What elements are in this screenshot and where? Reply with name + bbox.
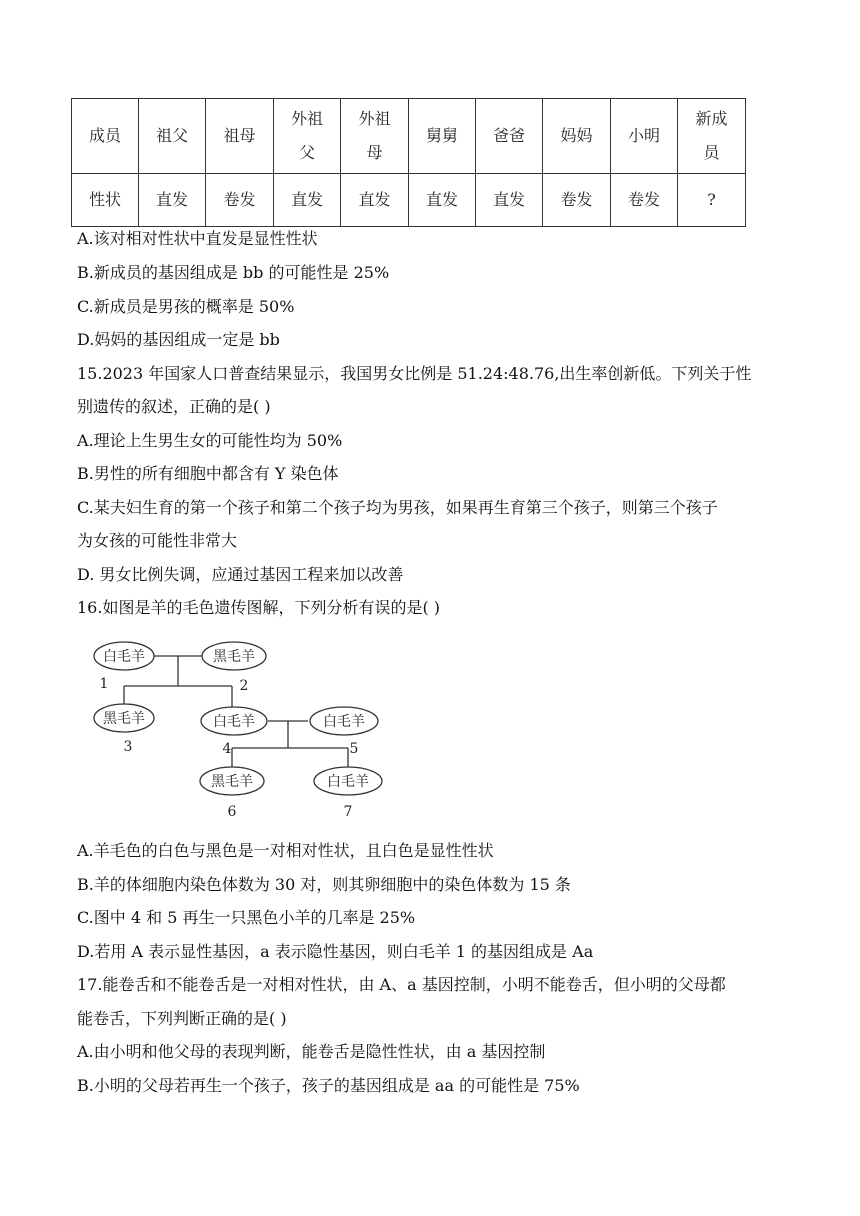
sheep-pedigree-diagram (86, 638, 396, 823)
table-cell: 爸爸 (476, 99, 543, 174)
table-cell: 卷发 (611, 174, 678, 227)
q16-option-c: C.图中 4 和 5 再生一只黑色小羊的几率是 25% (77, 908, 416, 927)
q14-option-d: D.妈妈的基因组成一定是 bb (77, 330, 280, 349)
table-cell: 小明 (611, 99, 678, 174)
pedigree-label-7: 白毛羊 (327, 774, 369, 790)
table-cell: 成员 (72, 99, 139, 174)
q14-option-a: A.该对相对性状中直发是显性性状 (77, 229, 318, 248)
pedigree-number-6: 6 (227, 804, 237, 820)
q15-option-d: D. 男女比例失调，应通过基因工程来加以改善 (77, 565, 404, 584)
q17-option-a: A.由小明和他父母的表现判断，能卷舌是隐性性状，由 a 基因控制 (77, 1042, 546, 1061)
table-cell: 直发 (476, 174, 543, 227)
table-cell: 外祖 母 (341, 99, 409, 174)
q17-stem: 17.能卷舌和不能卷舌是一对相对性状，由 A、a 基因控制，小明不能卷舌，但小明的父母都 (77, 975, 726, 994)
pedigree-number-5: 5 (349, 741, 359, 757)
q15-option-b: B.男性的所有细胞中都含有 Y 染色体 (77, 464, 339, 483)
table-cell: 卷发 (543, 174, 611, 227)
table-cell: 直发 (409, 174, 476, 227)
q15-option-c: C.某夫妇生育的第一个孩子和第二个孩子均为男孩，如果再生育第三个孩子，则第三个孩子 (77, 498, 718, 517)
table-cell: 舅舅 (409, 99, 476, 174)
q16-option-b: B.羊的体细胞内染色体数为 30 对，则其卵细胞中的染色体数为 15 条 (77, 875, 571, 894)
table-cell: 祖母 (206, 99, 274, 174)
table-cell: 卷发 (206, 174, 274, 227)
q14-option-b: B.新成员的基因组成是 bb 的可能性是 25% (77, 263, 390, 282)
pedigree-number-2: 2 (239, 678, 249, 694)
table-cell: 新成 员 (678, 99, 746, 174)
pedigree-label-6: 黑毛羊 (211, 774, 253, 790)
q14-option-c: C.新成员是男孩的概率是 50% (77, 297, 295, 316)
pedigree-number-4: 4 (222, 741, 232, 757)
q15-option-c-cont: 为女孩的可能性非常大 (77, 531, 238, 550)
table-traits-row (72, 174, 746, 227)
q16-option-a: A.羊毛色的白色与黑色是一对相对性状，且白色是显性性状 (77, 841, 494, 860)
pedigree-number-1: 1 (99, 676, 109, 692)
q15-option-a: A.理论上生男生女的可能性均为 50% (77, 431, 343, 450)
table-cell: 祖父 (139, 99, 206, 174)
q17-option-b: B.小明的父母若再生一个孩子，孩子的基因组成是 aa 的可能性是 75% (77, 1076, 580, 1095)
q16-stem: 16.如图是羊的毛色遗传图解，下列分析有误的是( ) (77, 598, 441, 617)
q15-stem: 15.2023 年国家人口普查结果显示，我国男女比例是 51.24:48.76,出生率创新低。下列关于性 (77, 364, 752, 383)
pedigree-label-5: 白毛羊 (323, 714, 365, 730)
pedigree-label-2: 黑毛羊 (213, 649, 255, 665)
q16-option-d: D.若用 A 表示显性基因，a 表示隐性基因，则白毛羊 1 的基因组成是 Aa (77, 942, 594, 961)
q15-stem-cont: 别遗传的叙述，正确的是( ) (77, 397, 271, 416)
table-cell: 直发 (274, 174, 341, 227)
table-cell: 外祖 父 (274, 99, 341, 174)
q17-stem-cont: 能卷舌，下列判断正确的是( ) (77, 1009, 287, 1028)
traits-table (71, 98, 746, 227)
table-cell: 妈妈 (543, 99, 611, 174)
pedigree-label-1: 白毛羊 (103, 649, 145, 665)
table-cell: 直发 (341, 174, 409, 227)
table-cell: ? (678, 174, 746, 227)
pedigree-label-4: 白毛羊 (213, 714, 255, 730)
table-header-row (72, 99, 746, 174)
table-cell: 性状 (72, 174, 139, 227)
pedigree-number-7: 7 (343, 804, 353, 820)
pedigree-number-3: 3 (123, 739, 133, 755)
pedigree-label-3: 黑毛羊 (103, 711, 145, 727)
table-cell: 直发 (139, 174, 206, 227)
